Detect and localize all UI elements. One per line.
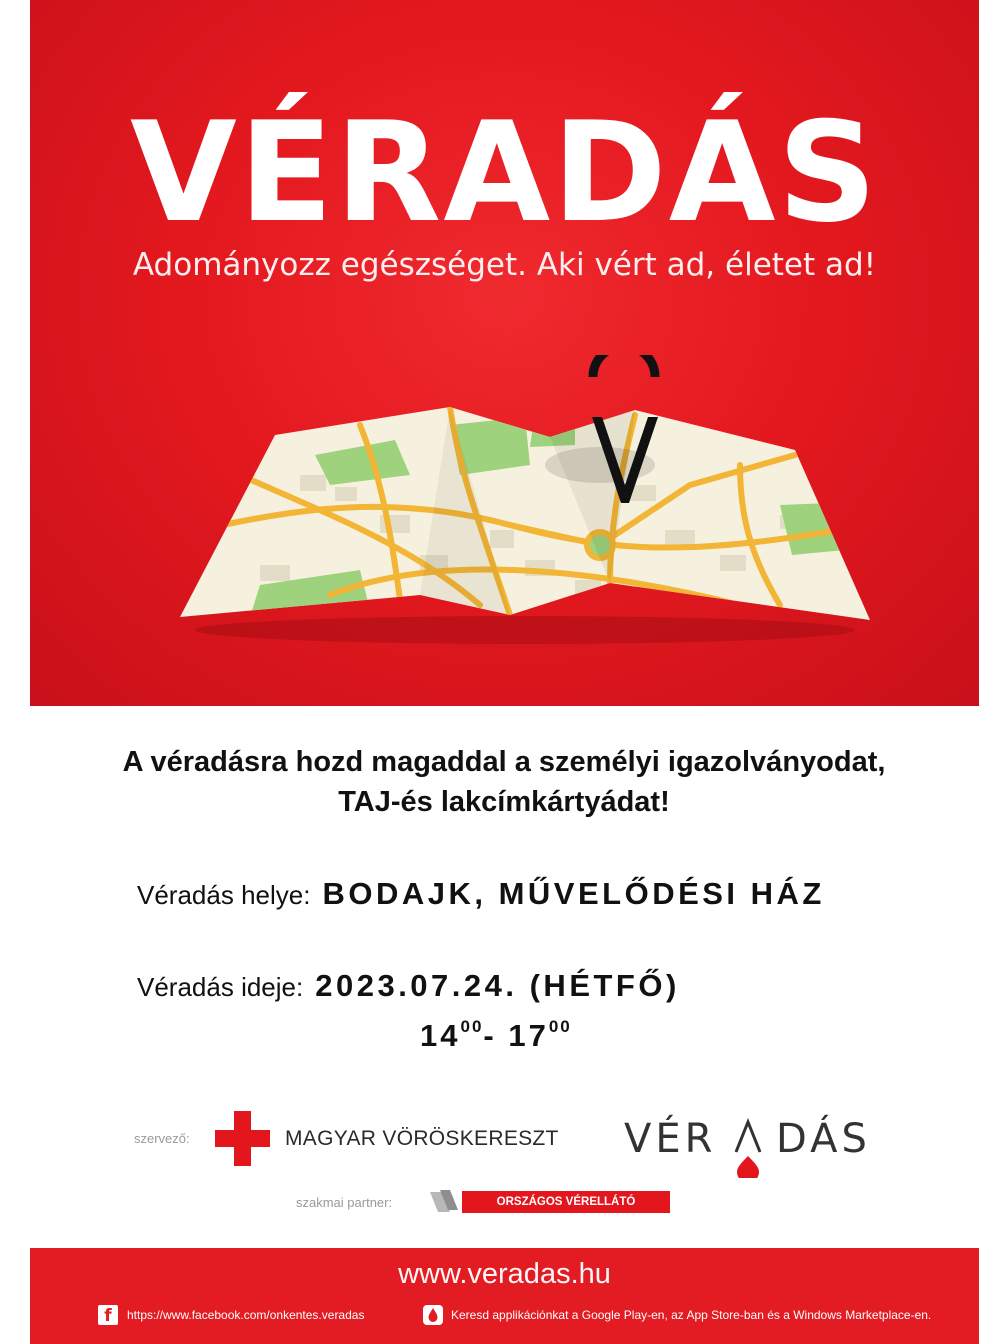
documents-notice xyxy=(40,742,968,822)
facebook-link[interactable]: https://www.facebook.com/onkentes.veradas xyxy=(127,1308,365,1322)
place-row xyxy=(137,876,825,912)
veradas-logo xyxy=(624,1108,874,1178)
blood-drop-icon xyxy=(422,1304,444,1326)
facebook-icon[interactable]: f xyxy=(98,1305,118,1325)
notice-line-2: TAJ-és lakcímkártyádat! xyxy=(338,786,670,818)
red-cross-icon xyxy=(215,1111,270,1166)
date-label: Véradás ideje: xyxy=(137,972,304,1002)
footer xyxy=(30,1248,979,1344)
time-end-minutes: 00 xyxy=(548,1016,572,1036)
place-label: Véradás helye: xyxy=(137,880,311,910)
map-illustration xyxy=(180,355,870,655)
organizer-name: MAGYAR VÖRÖSKERESZT xyxy=(285,1127,559,1150)
hero-title: VÉRADÁS xyxy=(130,92,879,253)
partner-name: ORSZÁGOS VÉRELLÁTÓ SZOLGÁLAT xyxy=(462,1191,670,1213)
time-separator: - xyxy=(483,1018,509,1053)
svg-text:VÉR: VÉR xyxy=(624,1116,717,1162)
time-start-hour: 14 xyxy=(420,1018,461,1053)
place-value: BODAJK, MŰVELŐDÉSI HÁZ xyxy=(322,876,825,911)
date-row xyxy=(137,968,680,1004)
organizer-label: szervező: xyxy=(134,1131,190,1146)
svg-text:DÁS: DÁS xyxy=(776,1116,871,1162)
time-end-hour: 17 xyxy=(508,1018,549,1053)
date-value: 2023.07.24. (HÉTFŐ) xyxy=(315,968,680,1003)
hero-subtitle: Adományozz egészséget. Aki vért ad, életet ad! xyxy=(132,247,877,283)
app-download-text: Keresd applikációnkat a Google Play-en, az App Store-ban és a Windows Marketplace-en. xyxy=(451,1308,932,1322)
partner-label: szakmai partner: xyxy=(296,1195,393,1210)
hero-banner xyxy=(30,0,979,706)
website-url[interactable]: www.veradas.hu xyxy=(398,1258,611,1290)
ovsz-logo-icon xyxy=(428,1188,460,1216)
time-start-minutes: 00 xyxy=(460,1016,484,1036)
time-range xyxy=(420,1018,572,1054)
notice-line-1: A véradásra hozd magaddal a személyi igazolványodat, xyxy=(122,746,886,778)
